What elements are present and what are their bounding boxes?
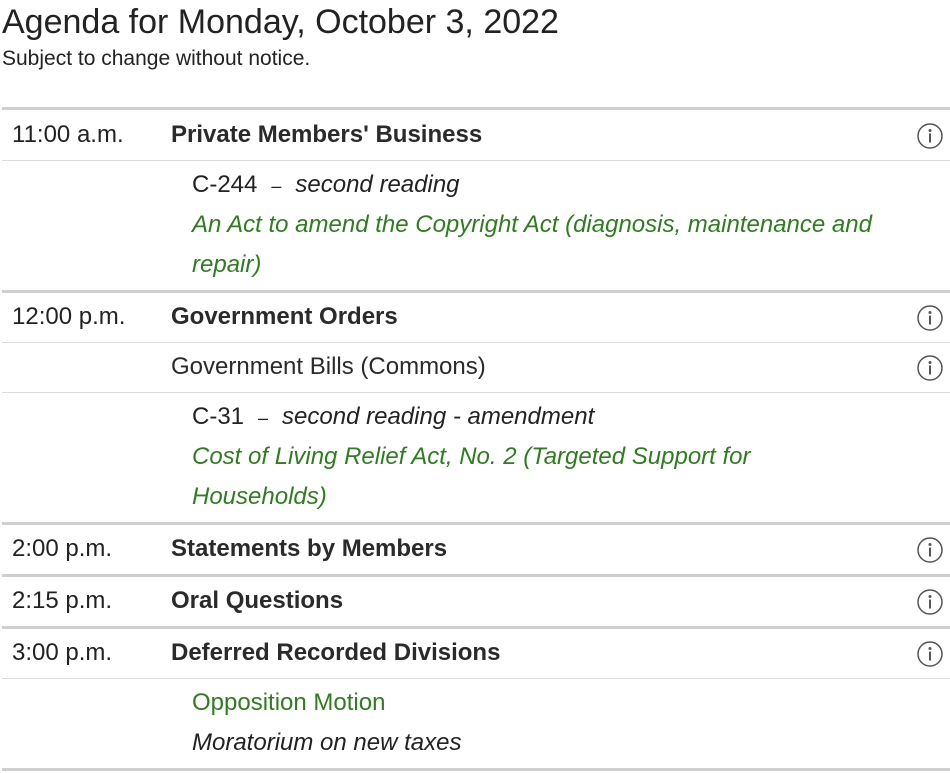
section-divider <box>2 290 950 293</box>
section-divider <box>2 626 950 629</box>
agenda-item-title: Oral Questions <box>171 587 344 614</box>
agenda-item-title: Government Orders <box>171 303 398 330</box>
bill-reading-line <box>192 170 460 201</box>
dash-separator: – <box>258 408 269 428</box>
row-divider <box>2 678 950 679</box>
section-divider <box>2 574 950 577</box>
bill-reading-line <box>192 402 594 433</box>
row-divider <box>2 392 950 393</box>
info-circle-icon[interactable] <box>917 589 943 615</box>
info-circle-icon[interactable] <box>917 537 943 563</box>
section-divider <box>2 768 950 771</box>
info-circle-icon[interactable] <box>917 123 943 149</box>
page-subtitle: Subject to change without notice. <box>2 47 311 70</box>
agenda-time: 2:15 p.m. <box>12 587 113 614</box>
agenda-subsection-title: Government Bills (Commons) <box>171 353 486 380</box>
motion-name: Moratorium on new taxes <box>192 729 462 756</box>
agenda-item-title: Deferred Recorded Divisions <box>171 639 501 666</box>
agenda-item-title: Private Members' Business <box>171 121 483 148</box>
info-circle-icon[interactable] <box>917 355 943 381</box>
dash-separator: – <box>271 176 282 196</box>
agenda-time: 12:00 p.m. <box>12 303 126 330</box>
section-divider <box>2 522 950 525</box>
agenda-time: 2:00 p.m. <box>12 535 113 562</box>
info-circle-icon[interactable] <box>917 641 943 667</box>
info-circle-icon[interactable] <box>917 305 943 331</box>
agenda-item-title: Statements by Members <box>171 535 448 562</box>
row-divider <box>2 160 950 161</box>
agenda-time: 3:00 p.m. <box>12 639 113 666</box>
motion-type-link[interactable]: Opposition Motion <box>192 689 386 716</box>
bill-number: C-31 <box>192 403 245 430</box>
section-divider <box>2 107 950 110</box>
bill-stage: second reading - amendment <box>282 403 595 430</box>
bill-name-link[interactable]: An Act to amend the Copyright Act (diagnosis, maintenance and repair) <box>192 211 872 278</box>
row-divider <box>2 342 950 343</box>
bill-stage: second reading <box>295 171 460 198</box>
bill-number: C-244 <box>192 171 258 198</box>
bill-name-link[interactable]: Cost of Living Relief Act, No. 2 (Targeted Support for Households) <box>192 443 751 510</box>
page-title: Agenda for Monday, October 3, 2022 <box>2 3 559 41</box>
agenda-time: 11:00 a.m. <box>12 121 124 148</box>
